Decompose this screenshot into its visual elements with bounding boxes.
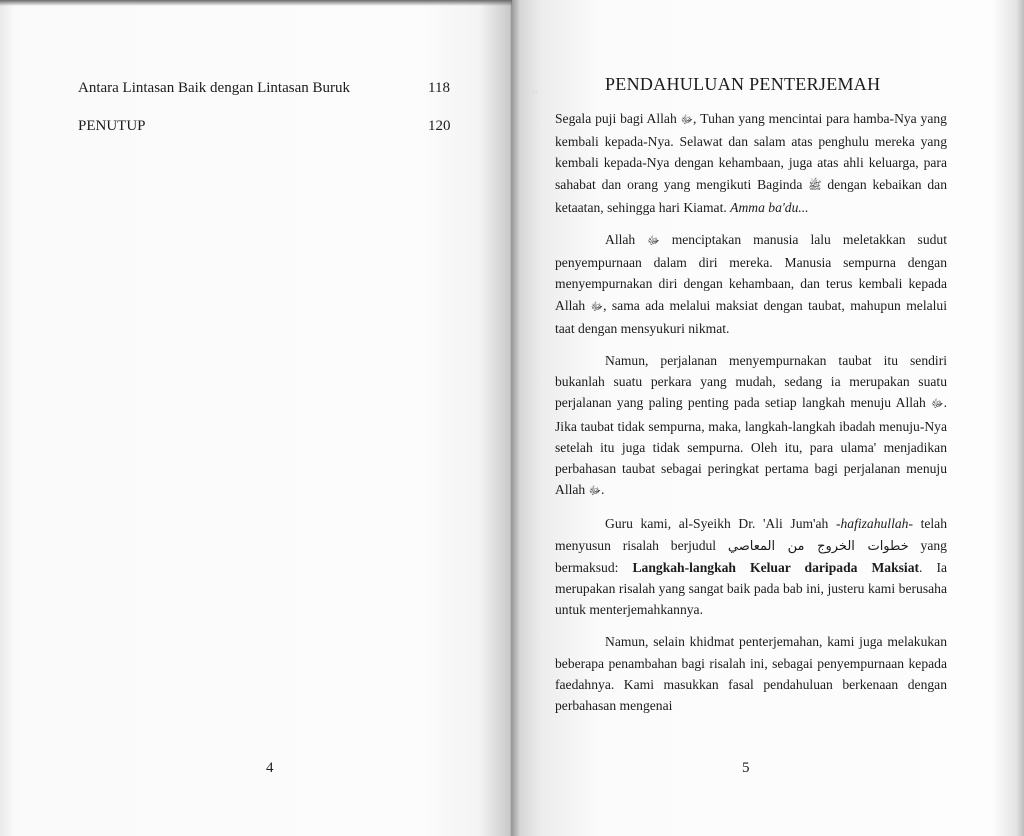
paragraph: Namun, selain khidmat penterjemahan, kami juga melakukan beberapa penambahan bagi risalah ini, sebagai penyempurnaan kepada faedahnya. Kami masukkan fasal pendahuluan berkenaan dengan perbahasan mengenai [555,634,947,714]
page-number-right: 5 [742,760,750,776]
toc-entry-page: 120 [428,118,451,134]
toc-entry-page: 118 [428,80,450,96]
page-number-left: 4 [266,760,274,776]
prophet-symbol: ﷺ [808,179,822,192]
paragraph: Segala puji bagi Allah ﷻ, Tuhan yang mencintai para hamba-Nya yang kembali kepada-Nya. Selawat dan salam atas penghulu mereka yang kembali kepada-Nya dengan kehambaan, juga atas ahli keluarga, para sahabat dan orang yang mengikuti Baginda ﷺ dengan kebaikan dan ketaatan, sehingga hari Kiamat. Amma ba'du... [555,111,947,215]
honorific-symbol: ﷻ [931,398,944,411]
honorific-symbol: ﷻ [590,300,604,313]
toc-entry-title: Antara Lintasan Baik dengan Lintasan Buruk [78,80,351,96]
paragraph: Namun, perjalanan menyempurnakan taubat itu sendiri bukanlah suatu perkara yang mudah, sedang ia merupakan suatu perjalanan yang paling penting pada setiap langkah menuju Allah ﷻ. Jika taubat tidak sempurna, maka, langkah-langkah ibadah menuju-Nya setelah itu juga tidak sempurna. Oleh itu, para ulama' menjadikan perbahasan taubat sebagai peringkat pertama bagi perjalanan menuju Allah ﷻ. [555,353,947,498]
honorific-symbol: ﷻ [588,485,602,498]
body-text [555,108,947,727]
honorific-symbol: ﷻ [647,235,660,248]
arabic-title: خطوات الخروج من المعاصي [727,538,909,554]
toc-entry-title: PENUTUP [78,118,146,134]
chapter-title: PENDAHULUAN PENTERJEMAH [605,74,881,94]
show-through-text: .. [532,82,538,96]
paragraph: Guru kami, al-Syeikh Dr. 'Ali Jum'ah -hafizahullah- telah menyusun risalah berjudul خطوات الخروج من المعاصي yang bermaksud: Langkah-langkah Keluar daripada Maksiat. Ia merupakan risalah yang sangat baik pada bab ini, justeru kami berusaha untuk menterjemahkannya. [555,516,948,618]
honorific-symbol: ﷻ [680,114,694,126]
paragraph: Allah ﷻ menciptakan manusia lalu meletakkan sudut penyempurnaan dalam diri mereka. Manusia sempurna dengan menyempurnakan diri dengan kehambaan, dan terus kembali kepada Allah ﷻ, sama ada melalui maksiat dengan taubat, mahupun melalui taat dengan mensyukuri nikmat. [555,232,948,336]
